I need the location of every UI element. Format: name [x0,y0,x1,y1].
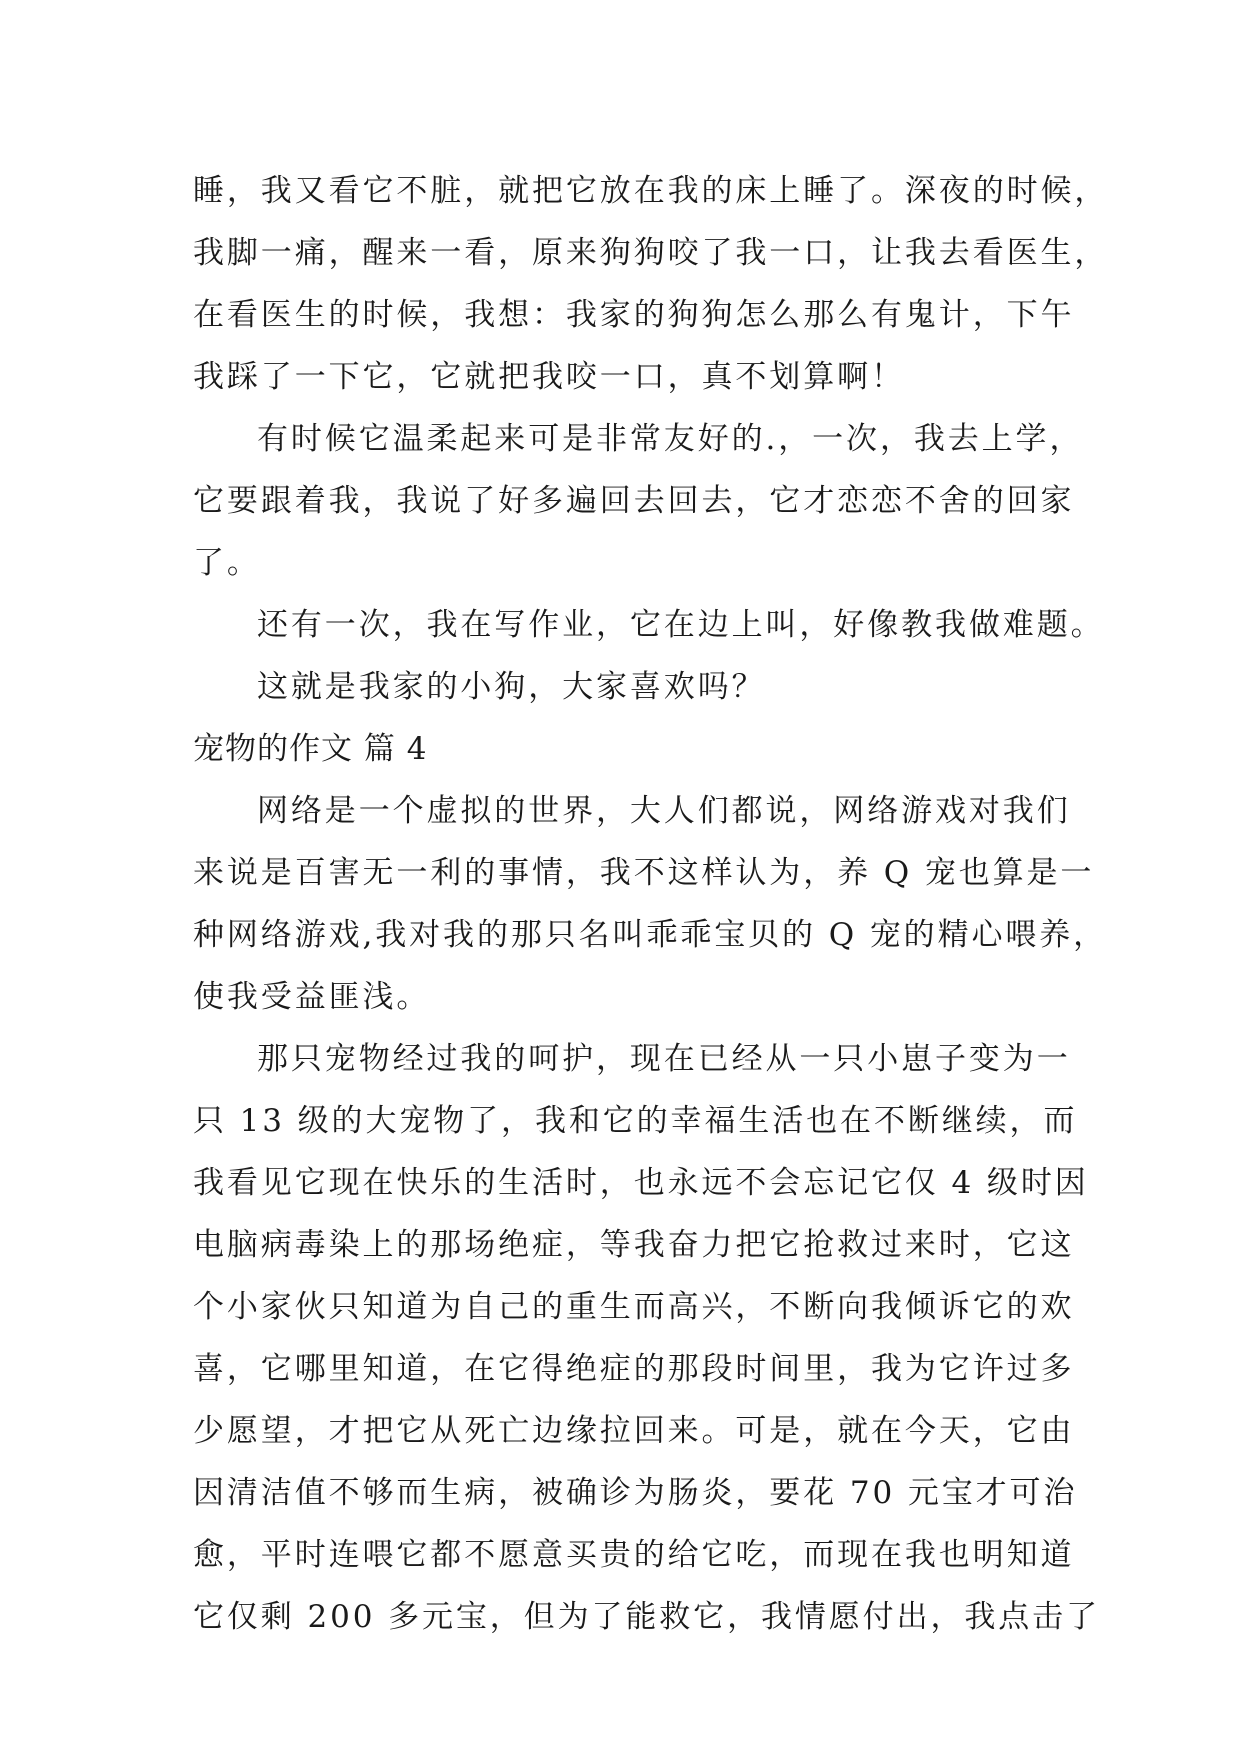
text-line: 个小家伙只知道为自己的重生而高兴，不断向我倾诉它的欢 [193,1289,1075,1325]
text-line: 还有一次，我在写作业，它在边上叫，好像教我做难题。 [257,607,1105,643]
text-line: 我看见它现在快乐的生活时，也永远不会忘记它仅 4 级时因 [193,1165,1089,1201]
text-line: 它要跟着我，我说了好多遍回去回去，它才恋恋不舍的回家 [193,483,1075,519]
document-page [193,160,1109,1648]
text-line: 有时候它温柔起来可是非常友好的.，一次，我去上学， [257,421,1084,457]
text-line: 睡，我又看它不脏，就把它放在我的床上睡了。深夜的时候， [193,173,1109,209]
text-line: 使我受益匪浅。 [193,979,431,1015]
text-line: 来说是百害无一利的事情，我不这样认为，养 Q 宠也算是一 [193,855,1095,891]
text-line: 喜，它哪里知道，在它得绝症的那段时间里，我为它许过多 [193,1351,1075,1387]
text-line: 电脑病毒染上的那场绝症，等我奋力把它抢救过来时，它这 [193,1227,1075,1263]
text-line: 种网络游戏,我对我的那只名叫乖乖宝贝的 Q 宠的精心喂养， [193,917,1108,953]
text-line: 愈，平时连喂它都不愿意买贵的给它吃，而现在我也明知道 [193,1537,1075,1573]
text-line: 我脚一痛，醒来一看，原来狗狗咬了我一口，让我去看医生， [193,235,1109,271]
text-line: 这就是我家的小狗，大家喜欢吗？ [257,669,766,705]
text-line: 网络是一个虚拟的世界，大人们都说，网络游戏对我们 [257,793,1071,829]
text-line: 我踩了一下它，它就把我咬一口，真不划算啊！ [193,359,905,395]
text-line: 只 13 级的大宠物了，我和它的幸福生活也在不断继续，而 [193,1103,1078,1139]
text-line: 在看医生的时候，我想：我家的狗狗怎么那么有鬼计，下午 [193,297,1075,333]
text-line: 了。 [193,545,261,581]
text-line: 那只宠物经过我的呵护，现在已经从一只小崽子变为一 [257,1041,1071,1077]
section-heading: 宠物的作文 篇 4 [193,731,428,767]
text-line: 少愿望，才把它从死亡边缘拉回来。可是，就在今天，它由 [193,1413,1075,1449]
text-line: 它仅剩 200 多元宝，但为了能救它，我情愿付出，我点击了 [193,1599,1100,1635]
text-line: 因清洁值不够而生病，被确诊为肠炎，要花 70 元宝才可治 [193,1475,1078,1511]
